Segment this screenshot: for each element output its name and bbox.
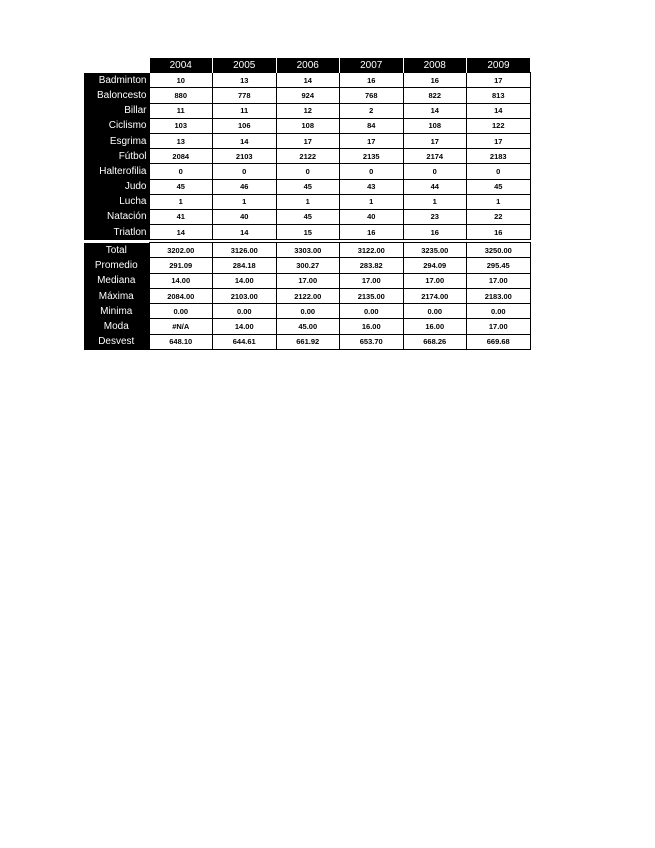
table-row — [84, 73, 530, 88]
cell-value: 0 — [149, 164, 213, 179]
cell-value: 14 — [213, 225, 277, 240]
stat-row — [84, 304, 530, 319]
cell-value: 2122 — [276, 149, 340, 164]
cell-value: 1 — [149, 194, 213, 209]
cell-value: 1 — [276, 194, 340, 209]
stat-row — [84, 273, 530, 288]
cell-value: 294.09 — [403, 258, 467, 273]
cell-value: 1 — [213, 194, 277, 209]
table-row — [84, 103, 530, 118]
row-label: Lucha — [84, 194, 149, 209]
sports-table — [84, 58, 531, 240]
row-label: Halterofilia — [84, 164, 149, 179]
cell-value: 43 — [340, 179, 404, 194]
row-label: Esgrima — [84, 133, 149, 148]
cell-value: 22 — [467, 209, 531, 224]
cell-value: 3122.00 — [340, 243, 404, 258]
cell-value: 0.00 — [340, 304, 404, 319]
cell-value: 106 — [213, 118, 277, 133]
year-header: 2006 — [276, 58, 340, 73]
cell-value: 40 — [340, 209, 404, 224]
cell-value: 924 — [276, 88, 340, 103]
cell-value: 17 — [467, 73, 531, 88]
cell-value: 1 — [403, 194, 467, 209]
cell-value: 669.68 — [467, 334, 531, 349]
row-label: Baloncesto — [84, 88, 149, 103]
cell-value: 14 — [467, 103, 531, 118]
cell-value: 668.26 — [403, 334, 467, 349]
cell-value: 822 — [403, 88, 467, 103]
cell-value: 16 — [467, 225, 531, 240]
header-corner — [84, 58, 149, 73]
cell-value: 3202.00 — [149, 243, 213, 258]
stat-row — [84, 319, 530, 334]
cell-value: 283.82 — [340, 258, 404, 273]
cell-value: 768 — [340, 88, 404, 103]
cell-value: 11 — [213, 103, 277, 118]
row-label: Ciclismo — [84, 118, 149, 133]
cell-value: 1 — [467, 194, 531, 209]
stat-row — [84, 243, 530, 258]
cell-value: 1 — [340, 194, 404, 209]
cell-value: 11 — [149, 103, 213, 118]
cell-value: 653.70 — [340, 334, 404, 349]
cell-value: 46 — [213, 179, 277, 194]
cell-value: 0.00 — [403, 304, 467, 319]
cell-value: 16 — [340, 225, 404, 240]
cell-value: 3235.00 — [403, 243, 467, 258]
stat-row — [84, 334, 530, 349]
year-header: 2005 — [213, 58, 277, 73]
cell-value: 2183 — [467, 149, 531, 164]
cell-value: 10 — [149, 73, 213, 88]
cell-value: 661.92 — [276, 334, 340, 349]
cell-value: 0 — [340, 164, 404, 179]
cell-value: 15 — [276, 225, 340, 240]
cell-value: 17.00 — [340, 273, 404, 288]
cell-value: 17.00 — [276, 273, 340, 288]
cell-value: 17 — [276, 133, 340, 148]
table-row — [84, 194, 530, 209]
cell-value: 813 — [467, 88, 531, 103]
cell-value: 0.00 — [149, 304, 213, 319]
cell-value: 17 — [467, 133, 531, 148]
cell-value: 2103 — [213, 149, 277, 164]
stat-label: Minima — [84, 304, 149, 319]
cell-value: 2183.00 — [467, 288, 531, 303]
cell-value: 45 — [149, 179, 213, 194]
cell-value: 2084.00 — [149, 288, 213, 303]
stat-row — [84, 288, 530, 303]
cell-value: 108 — [276, 118, 340, 133]
stat-label: Desvest — [84, 334, 149, 349]
cell-value: 16 — [340, 73, 404, 88]
cell-value: 13 — [213, 73, 277, 88]
table-row — [84, 209, 530, 224]
table-row — [84, 133, 530, 148]
cell-value: 2135 — [340, 149, 404, 164]
year-header: 2007 — [340, 58, 404, 73]
cell-value: 23 — [403, 209, 467, 224]
cell-value: 0.00 — [467, 304, 531, 319]
cell-value: 45 — [276, 179, 340, 194]
stats-table — [84, 242, 531, 350]
table-row — [84, 164, 530, 179]
stat-label: Total — [84, 243, 149, 258]
cell-value: 13 — [149, 133, 213, 148]
row-label: Billar — [84, 103, 149, 118]
row-label: Judo — [84, 179, 149, 194]
cell-value: 0 — [467, 164, 531, 179]
cell-value: 45.00 — [276, 319, 340, 334]
row-label: Badminton — [84, 73, 149, 88]
cell-value: 0.00 — [213, 304, 277, 319]
cell-value: 40 — [213, 209, 277, 224]
cell-value: 17.00 — [467, 319, 531, 334]
cell-value: 14.00 — [213, 319, 277, 334]
stat-label: Moda — [84, 319, 149, 334]
cell-value: 14.00 — [213, 273, 277, 288]
cell-value: 17 — [340, 133, 404, 148]
cell-value: 14.00 — [149, 273, 213, 288]
year-header: 2008 — [403, 58, 467, 73]
cell-value: 0.00 — [276, 304, 340, 319]
row-label: Fútbol — [84, 149, 149, 164]
cell-value: 295.45 — [467, 258, 531, 273]
cell-value: 284.18 — [213, 258, 277, 273]
cell-value: 644.61 — [213, 334, 277, 349]
year-header: 2009 — [467, 58, 531, 73]
cell-value: 3126.00 — [213, 243, 277, 258]
row-label: Triatlon — [84, 225, 149, 240]
cell-value: 2135.00 — [340, 288, 404, 303]
cell-value: 14 — [276, 73, 340, 88]
year-header: 2004 — [149, 58, 213, 73]
stat-label: Promedio — [84, 258, 149, 273]
cell-value: 45 — [467, 179, 531, 194]
cell-value: 122 — [467, 118, 531, 133]
cell-value: 778 — [213, 88, 277, 103]
cell-value: 45 — [276, 209, 340, 224]
cell-value: 41 — [149, 209, 213, 224]
cell-value: 291.09 — [149, 258, 213, 273]
cell-value: 17 — [403, 133, 467, 148]
cell-value: 14 — [149, 225, 213, 240]
table-row — [84, 149, 530, 164]
table-row — [84, 118, 530, 133]
cell-value: 0 — [213, 164, 277, 179]
cell-value: 44 — [403, 179, 467, 194]
cell-value: 14 — [213, 133, 277, 148]
table-row — [84, 88, 530, 103]
stat-label: Mediana — [84, 273, 149, 288]
cell-value: 0 — [276, 164, 340, 179]
cell-value: 16 — [403, 225, 467, 240]
cell-value: 108 — [403, 118, 467, 133]
cell-value: 2 — [340, 103, 404, 118]
cell-value: 17.00 — [403, 273, 467, 288]
year-header-row — [84, 58, 530, 73]
cell-value: 0 — [403, 164, 467, 179]
cell-value: 2084 — [149, 149, 213, 164]
cell-value: 84 — [340, 118, 404, 133]
cell-value: 3250.00 — [467, 243, 531, 258]
cell-value: 16 — [403, 73, 467, 88]
cell-value: 2103.00 — [213, 288, 277, 303]
cell-value: 12 — [276, 103, 340, 118]
cell-value: 2122.00 — [276, 288, 340, 303]
cell-value: 16.00 — [403, 319, 467, 334]
cell-value: 14 — [403, 103, 467, 118]
table-row — [84, 225, 530, 240]
cell-value: 300.27 — [276, 258, 340, 273]
cell-value: 3303.00 — [276, 243, 340, 258]
table-row — [84, 179, 530, 194]
cell-value: 2174.00 — [403, 288, 467, 303]
stat-label: Máxima — [84, 288, 149, 303]
stat-row — [84, 258, 530, 273]
cell-value: #N/A — [149, 319, 213, 334]
cell-value: 16.00 — [340, 319, 404, 334]
cell-value: 17.00 — [467, 273, 531, 288]
cell-value: 648.10 — [149, 334, 213, 349]
cell-value: 2174 — [403, 149, 467, 164]
cell-value: 103 — [149, 118, 213, 133]
row-label: Natación — [84, 209, 149, 224]
cell-value: 880 — [149, 88, 213, 103]
